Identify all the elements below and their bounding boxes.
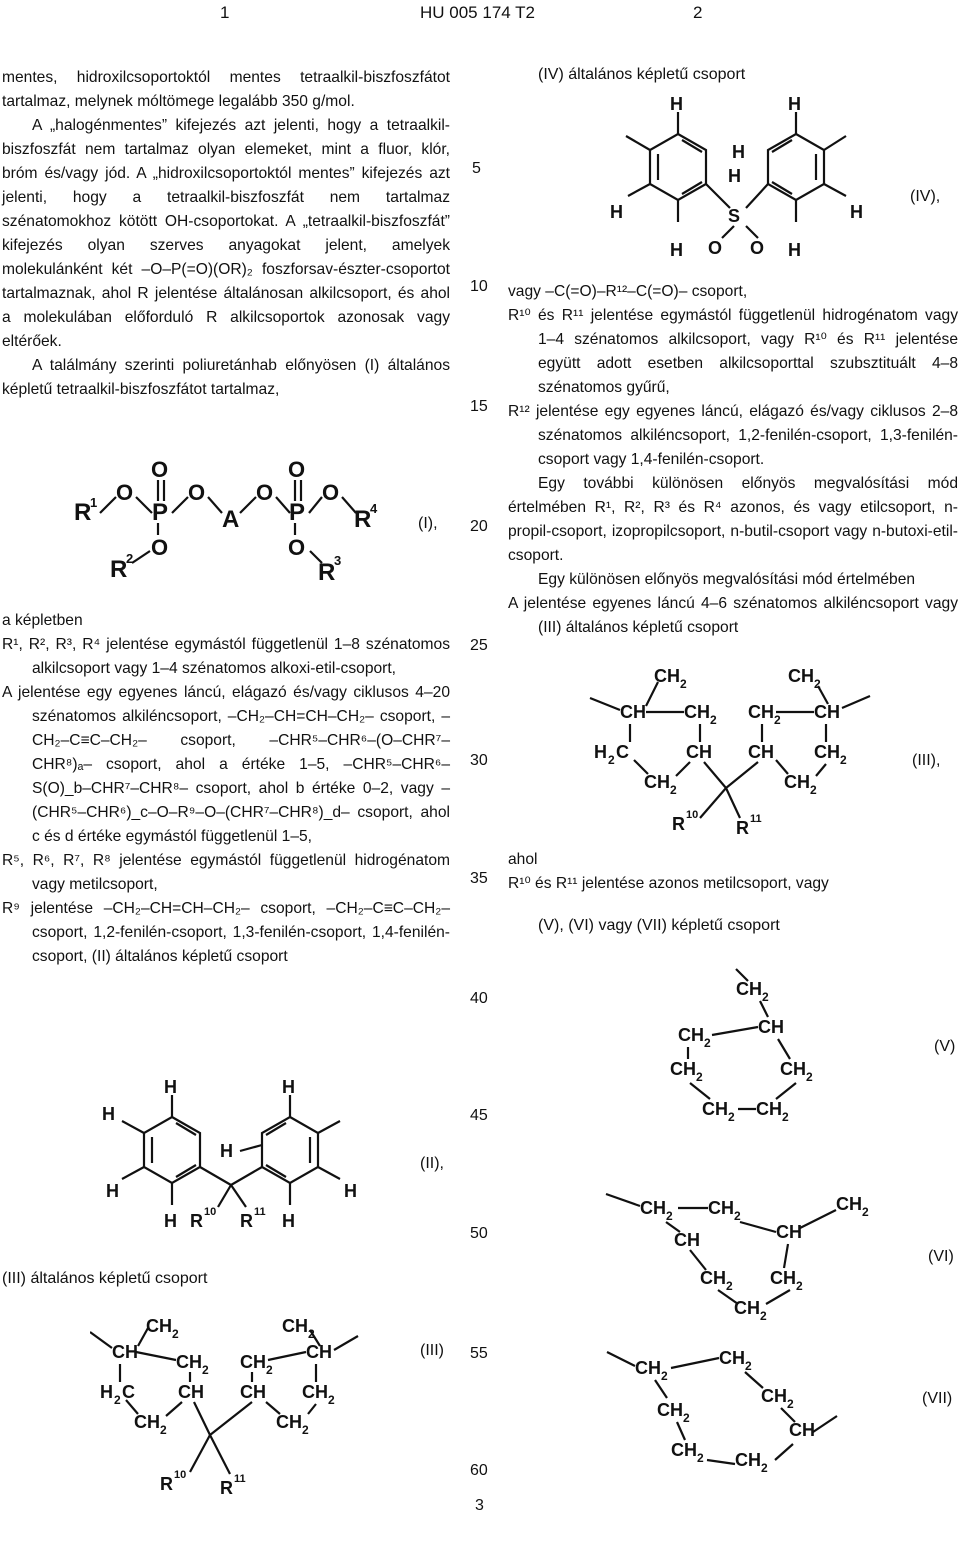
svg-text:H: H	[788, 96, 801, 114]
definition-R5-R8: R⁵, R⁶, R⁷, R⁸ jelentése egymástól függetlenül hidrogénatom vagy metilcsoport,	[2, 852, 450, 893]
svg-text:CH: CH	[784, 772, 810, 792]
definition-A: A jelentése egy egyenes láncú, elágazó és/vagy ciklusos 4–20 szénatomos alkiléncsoport, –CH₂–CH=CH–CH₂– csoport, –CH₂–C≡C–CH₂– csoport, –CHR⁵–CHR⁶–(O–CHR⁷–CHR⁸)ₐ– csoport, ahol a értéke 1–5, –CHR⁵–CHR⁶–S(O)_b–CHR⁷–CHR⁸– csoport, ahol b értéke 0–2, vagy –(CHR⁵–CHR⁶)_c–O–R⁹–O–(CHR⁷–CHR⁸)_d– csoport, ahol c és d értéke egymástól függetlenül 1–5,	[2, 684, 450, 845]
svg-text:O: O	[288, 457, 306, 482]
paragraph-formula-intro: A találmány szerinti poliuretánhab előnyösen (I) általános képletű tetraalkil-biszfoszfátot tartalmaz,	[2, 357, 450, 398]
svg-text:CH: CH	[736, 979, 762, 999]
svg-text:3: 3	[334, 553, 342, 568]
formula-VI-structure	[600, 1180, 880, 1330]
svg-text:O: O	[116, 480, 134, 505]
svg-text:2: 2	[308, 1327, 315, 1341]
formula-V-VII-title: (V), (VI) vagy (VII) képletű csoport	[538, 917, 780, 934]
svg-text:2: 2	[683, 1411, 690, 1425]
svg-text:CH: CH	[670, 1059, 696, 1079]
label-formula-IV: (IV),	[910, 188, 941, 205]
svg-text:2: 2	[126, 551, 134, 566]
formula-I-structure	[60, 455, 390, 590]
svg-text:H: H	[594, 742, 607, 762]
svg-text:11: 11	[254, 1206, 266, 1218]
svg-text:2: 2	[796, 1279, 803, 1293]
formula-lead: a képletben	[2, 612, 83, 629]
svg-text:O: O	[256, 480, 274, 505]
line-number-55: 55	[470, 1345, 488, 1362]
left-column-definitions	[2, 609, 450, 969]
svg-text:CH: CH	[686, 742, 712, 762]
formula-VII-structure	[605, 1340, 885, 1500]
svg-text:2: 2	[710, 713, 717, 727]
svg-text:CH: CH	[674, 1230, 700, 1250]
header-right-number: 2	[693, 3, 703, 22]
svg-text:CH: CH	[302, 1382, 328, 1402]
svg-text:O: O	[288, 535, 306, 560]
line-number-40: 40	[470, 990, 488, 1007]
svg-text:CH: CH	[678, 1025, 704, 1045]
definition-R12: R¹² jelentése egy egyenes láncú, elágazó és/vagy ciklusos 2–8 szénatomos alkiléncsoport, 1,2-fenilén-csoport, 1,3-fenilén-csoport vagy 1,4-fenilén-csoport.	[508, 403, 958, 468]
svg-text:R: R	[220, 1478, 233, 1498]
svg-text:R: R	[672, 814, 685, 834]
svg-text:CH: CH	[620, 702, 646, 722]
svg-text:O: O	[750, 238, 765, 258]
svg-text:H: H	[102, 1104, 115, 1124]
svg-text:CH: CH	[306, 1342, 332, 1362]
svg-text:CH: CH	[112, 1342, 138, 1362]
svg-text:2: 2	[726, 1279, 733, 1293]
svg-text:CH: CH	[788, 666, 814, 686]
svg-text:CH: CH	[644, 772, 670, 792]
svg-text:R: R	[318, 559, 336, 586]
svg-text:4: 4	[370, 501, 378, 516]
svg-text:R: R	[190, 1211, 203, 1231]
svg-text:2: 2	[810, 783, 817, 797]
svg-text:2: 2	[814, 677, 821, 691]
line-number-60: 60	[470, 1462, 488, 1479]
svg-text:2: 2	[160, 1423, 167, 1437]
svg-text:2: 2	[782, 1110, 789, 1124]
definition-R9: R⁹ jelentése –CH₂–CH=CH–CH₂– csoport, –CH₂–C≡C–CH₂– csoport, 1,2-fenilén-csoport, 1,3-fenilén-csoport, 1,4-fenilén-csoport, (II) általános képletű csoport	[2, 900, 450, 965]
line-number-20: 20	[470, 518, 488, 535]
definition-R10-R11: R¹⁰ és R¹¹ jelentése egymástól függetlenül hidrogénatom vagy 1–4 szénatomos alkilcsoport, vagy R¹⁰ és R¹¹ jelentése együtt adott esetben alkilcsoporttal szubsztituált 4–8 szénatomos gyűrű,	[508, 307, 958, 396]
paragraph-definitions: A „halogénmentes” kifejezés azt jelenti, hogy a tetraalkil-biszfoszfát nem tartalmaz olyan elemeket, mint a fluor, klór, bróm és/vagy jód. A „hidroxilcsoportoktól mentes” kifejezés azt jelenti, hogy a tetraalkil-biszfoszfát nem tartalmaz szénatomokhoz kötött OH-csoportokat. A „tetraalkil-biszfoszfát” kifejezés olyan szerves anyagokat jelent, amelyek molekulánként két –O–P(=O)(OR)₂ foszforsav-észter-csoportot tartalmaznak, ahol R jelentése általánosan alkilcsoport, és ahol a molekulában előforduló R alkilcsoportok azonosak vagy eltérőek.	[2, 117, 450, 350]
svg-text:O: O	[188, 480, 206, 505]
svg-text:H: H	[220, 1141, 233, 1161]
svg-text:2: 2	[728, 1110, 735, 1124]
svg-text:CH: CH	[134, 1412, 160, 1432]
svg-text:H: H	[670, 240, 683, 260]
svg-text:11: 11	[750, 813, 762, 825]
svg-text:CH: CH	[734, 1298, 760, 1318]
svg-text:CH: CH	[756, 1099, 782, 1119]
svg-text:H: H	[788, 240, 801, 260]
svg-text:2: 2	[666, 1209, 673, 1223]
svg-text:10: 10	[204, 1206, 217, 1218]
definition-R12-group: vagy –C(=O)–R¹²–C(=O)– csoport,	[508, 283, 748, 300]
label-formula-V: (V)	[934, 1038, 956, 1055]
line-number-15: 15	[470, 398, 488, 415]
svg-text:CH: CH	[758, 1017, 784, 1037]
svg-text:CH: CH	[654, 666, 680, 686]
svg-text:H: H	[106, 1181, 119, 1201]
line-number-25: 25	[470, 637, 488, 654]
line-number-5: 5	[472, 160, 481, 177]
svg-text:CH: CH	[719, 1348, 745, 1368]
line-number-10: 10	[470, 278, 488, 295]
svg-text:CH: CH	[836, 1194, 862, 1214]
svg-text:1: 1	[90, 495, 98, 510]
svg-text:R: R	[74, 499, 92, 526]
right-column-ahol	[508, 848, 958, 896]
line-number-45: 45	[470, 1107, 488, 1124]
label-formula-II: (II),	[420, 1155, 444, 1172]
svg-text:2: 2	[762, 990, 769, 1004]
svg-text:2: 2	[697, 1451, 704, 1465]
paragraph-continued: mentes, hidroxilcsoportoktól mentes tetraalkil-biszfoszfátot tartalmaz, melynek móltömege legalább 350 g/mol.	[2, 69, 450, 110]
svg-text:CH: CH	[748, 702, 774, 722]
svg-text:2: 2	[760, 1309, 767, 1323]
svg-text:CH: CH	[702, 1099, 728, 1119]
svg-text:H: H	[282, 1211, 295, 1231]
svg-text:H: H	[100, 1382, 113, 1402]
svg-text:H: H	[732, 142, 745, 162]
left-column-text-top	[2, 66, 450, 402]
svg-text:2: 2	[608, 753, 615, 767]
line-number-50: 50	[470, 1225, 488, 1242]
svg-text:2: 2	[862, 1205, 869, 1219]
svg-text:CH: CH	[240, 1352, 266, 1372]
paragraph-embodiment-1: Egy további különösen előnyös megvalósítási mód értelmében R¹, R², R³ és R⁴ azonos, és vagy etilcsoport, n-propil-csoport, izopropilcsoport, n-butil-csoport vagy n-butoxi-etil-csoport.	[508, 475, 958, 564]
svg-text:H: H	[282, 1077, 295, 1097]
svg-text:CH: CH	[240, 1382, 266, 1402]
svg-text:H: H	[610, 202, 623, 222]
svg-text:S: S	[728, 206, 741, 226]
svg-text:CH: CH	[282, 1316, 308, 1336]
svg-text:CH: CH	[657, 1400, 683, 1420]
svg-text:2: 2	[774, 713, 781, 727]
svg-text:A: A	[222, 506, 240, 533]
line-number-30: 30	[470, 752, 488, 769]
ahol-text: ahol	[508, 851, 538, 868]
svg-text:CH: CH	[770, 1268, 796, 1288]
svg-text:H: H	[344, 1181, 357, 1201]
svg-text:P: P	[152, 499, 169, 526]
svg-text:CH: CH	[276, 1412, 302, 1432]
svg-text:R: R	[736, 818, 749, 838]
svg-text:CH: CH	[780, 1059, 806, 1079]
definition-R1-R4: R¹, R², R³, R⁴ jelentése egymástól függetlenül 1–8 szénatomos alkilcsoport vagy 1–4 szénatomos alkoxi-etil-csoport,	[2, 636, 450, 677]
svg-text:CH: CH	[146, 1316, 172, 1336]
svg-text:2: 2	[114, 1393, 121, 1407]
document-id: HU 005 174 T2	[420, 3, 535, 22]
svg-text:C: C	[122, 1382, 135, 1402]
svg-text:2: 2	[302, 1423, 309, 1437]
label-formula-I: (I),	[418, 515, 438, 532]
svg-text:10: 10	[686, 809, 699, 821]
svg-text:R: R	[160, 1474, 173, 1494]
svg-text:2: 2	[840, 753, 847, 767]
label-formula-VI: (VI)	[928, 1248, 954, 1265]
svg-text:2: 2	[202, 1363, 209, 1377]
svg-text:CH: CH	[178, 1382, 204, 1402]
svg-text:CH: CH	[814, 702, 840, 722]
formula-IV-structure	[600, 96, 890, 271]
label-formula-VII: (VII)	[922, 1390, 953, 1407]
svg-text:2: 2	[328, 1393, 335, 1407]
svg-text:CH: CH	[735, 1450, 761, 1470]
svg-text:2: 2	[787, 1397, 794, 1411]
svg-text:CH: CH	[700, 1268, 726, 1288]
line-number-35: 35	[470, 870, 488, 887]
svg-text:O: O	[151, 457, 169, 482]
svg-text:2: 2	[661, 1369, 668, 1383]
svg-text:2: 2	[680, 677, 687, 691]
svg-text:P: P	[289, 499, 306, 526]
svg-text:11: 11	[234, 1473, 246, 1485]
svg-text:CH: CH	[635, 1358, 661, 1378]
svg-text:H: H	[164, 1077, 177, 1097]
formula-III-title: (III) általános képletű csoport	[2, 1270, 208, 1287]
svg-text:O: O	[151, 535, 169, 560]
svg-text:H: H	[164, 1211, 177, 1231]
page-number: 3	[475, 1497, 484, 1514]
definition-R10-R11-methyl: R¹⁰ és R¹¹ jelentése azonos metilcsoport, vagy	[508, 875, 829, 892]
svg-text:CH: CH	[640, 1198, 666, 1218]
definition-A-embodiment: A jelentése egyenes láncú 4–6 szénatomos alkiléncsoport vagy (III) általános képletű csoport	[508, 595, 958, 636]
svg-text:H: H	[670, 96, 683, 114]
svg-text:CH: CH	[789, 1420, 815, 1440]
svg-text:CH: CH	[814, 742, 840, 762]
svg-text:CH: CH	[176, 1352, 202, 1372]
svg-text:C: C	[616, 742, 629, 762]
svg-text:2: 2	[704, 1036, 711, 1050]
paragraph-embodiment-2: Egy különösen előnyös megvalósítási mód értelmében	[538, 571, 916, 588]
svg-text:R: R	[240, 1211, 253, 1231]
formula-IV-title: (IV) általános képletű csoport	[538, 66, 746, 83]
svg-text:O: O	[322, 480, 340, 505]
svg-text:CH: CH	[708, 1198, 734, 1218]
svg-text:R: R	[110, 556, 128, 583]
svg-text:2: 2	[806, 1070, 813, 1084]
svg-text:2: 2	[266, 1363, 273, 1377]
header-left-number: 1	[220, 3, 230, 22]
svg-text:2: 2	[670, 783, 677, 797]
svg-text:H: H	[850, 202, 863, 222]
svg-text:CH: CH	[748, 742, 774, 762]
formula-II-structure	[100, 1075, 370, 1245]
svg-text:2: 2	[745, 1359, 752, 1373]
svg-text:CH: CH	[761, 1386, 787, 1406]
svg-text:2: 2	[761, 1461, 768, 1475]
svg-text:R: R	[354, 506, 372, 533]
svg-text:2: 2	[696, 1070, 703, 1084]
svg-text:10: 10	[174, 1469, 187, 1481]
svg-text:CH: CH	[684, 702, 710, 722]
formula-III-structure-right	[580, 660, 900, 850]
svg-text:CH: CH	[671, 1440, 697, 1460]
right-column-definitions	[508, 280, 958, 640]
label-formula-III-right: (III),	[912, 752, 941, 769]
svg-text:CH: CH	[776, 1222, 802, 1242]
svg-text:2: 2	[172, 1327, 179, 1341]
svg-text:2: 2	[734, 1209, 741, 1223]
svg-text:O: O	[708, 238, 723, 258]
formula-III-structure	[90, 1310, 390, 1510]
formula-V-structure	[640, 965, 860, 1155]
label-formula-III: (III)	[420, 1342, 444, 1359]
svg-text:H: H	[728, 166, 741, 186]
